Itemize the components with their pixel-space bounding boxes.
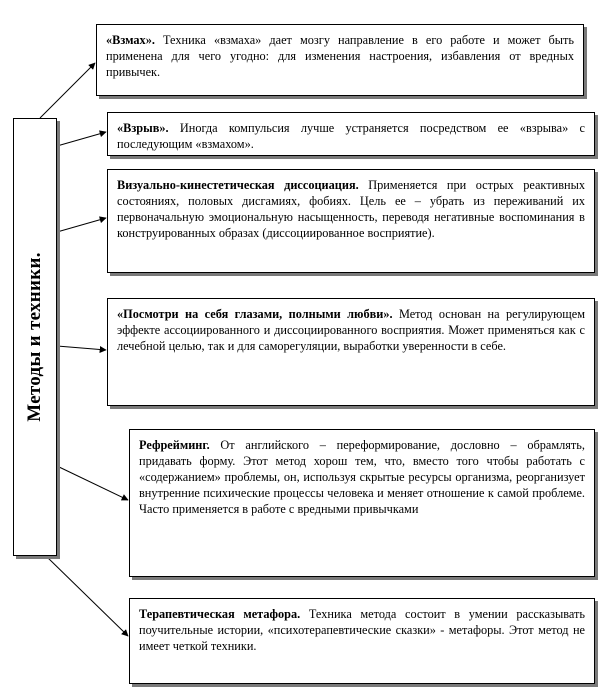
box-vzryv-text: Иногда компульсия лучше устраняется посредством ее «взрыва» с последующим «взмахом».: [117, 121, 585, 151]
arrow-to-dissociation: [57, 218, 106, 232]
box-vzmah: [96, 24, 584, 96]
box-vzmah-text: Техника «взмаха» дает мозгу направление в его работе и может быть применена для чего угодно: для изменения настроения, избавления от вредных привычек.: [106, 33, 574, 79]
box-vzryv: [107, 112, 595, 156]
box-metaphor-text: Техника метода состоит в умении рассказывать поучительные истории, «психотерапевтические сказки» - метафоры. Этот метод не имеет четкой техники.: [139, 607, 585, 653]
arrow-to-vzmah: [40, 63, 95, 118]
box-vzmah-title: «Взмах».: [106, 33, 155, 47]
box-dissociation-title: Визуально-кинестетическая диссоциация.: [117, 178, 359, 192]
box-metaphor-title: Терапевтическая метафора.: [139, 607, 301, 621]
arrow-to-vzryv: [57, 132, 106, 146]
methods-label: Методы и техники.: [24, 252, 45, 422]
box-look-at-yourself-text: Метод основан на регулирующем эффекте ассоциированного и диссоциированного восприятия. Может применяться как с лечебной целью, так и для саморегуляции, выработки уверенности в себе.: [117, 307, 585, 353]
box-reframing-text: От английского – переформирование, дословно – обрамлять, придавать форму. Этот метод хорош тем, что, вместо того чтобы работать с «содержанием» проблемы, он, используя скрытые ресурсы организма, реорганизует внутренние психические процессы человека и меняет отношение к самой проблеме. Часто применяется в работе с вредными привычками: [139, 438, 585, 516]
arrow-to-metaphor: [46, 556, 128, 636]
box-metaphor: [129, 598, 595, 684]
arrow-to-look-at-yourself: [57, 346, 106, 350]
box-reframing-title: Рефрейминг.: [139, 438, 210, 452]
box-dissociation-text: Применяется при острых реактивных состояниях, половых дисгамиях, фобиях. Цель ее – убрать из переживаний их первоначальную эмоциональную насыщенность, переводя негативные воспоминания в конструированных образах (диссоциированное восприятие).: [117, 178, 585, 240]
box-look-at-yourself: [107, 298, 595, 406]
box-dissociation: [107, 169, 595, 273]
methods-label-box: [13, 118, 57, 556]
box-vzryv-title: «Взрыв».: [117, 121, 169, 135]
box-look-at-yourself-title: «Посмотри на себя глазами, полными любви».: [117, 307, 393, 321]
arrow-to-reframing: [57, 466, 128, 500]
box-reframing: [129, 429, 595, 577]
